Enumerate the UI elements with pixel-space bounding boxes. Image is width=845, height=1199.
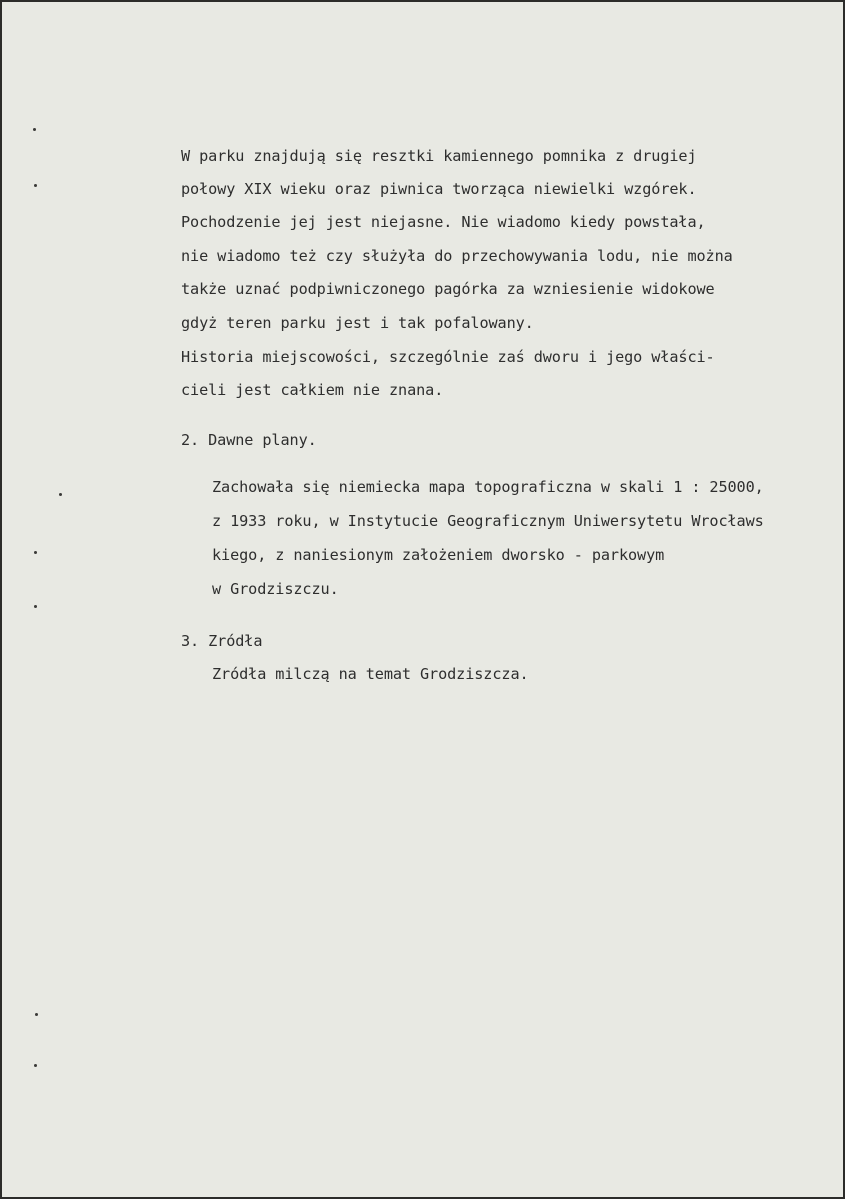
margin-mark bbox=[34, 605, 37, 608]
paragraph-line: cieli jest całkiem nie znana. bbox=[181, 381, 444, 399]
paragraph-line: w Grodziszczu. bbox=[212, 580, 339, 598]
paragraph-line: nie wiadomo też czy służyła do przechowywania lodu, nie można bbox=[181, 247, 733, 265]
paragraph-line: kiego, z naniesionym założeniem dworsko - parkowym bbox=[212, 546, 665, 564]
margin-mark bbox=[34, 551, 37, 554]
paragraph-line: połowy XIX wieku oraz piwnica tworząca niewielki wzgórek. bbox=[181, 180, 697, 198]
margin-mark bbox=[34, 1064, 37, 1067]
margin-mark bbox=[59, 493, 62, 496]
paragraph-line: Pochodzenie jej jest niejasne. Nie wiadomo kiedy powstała, bbox=[181, 213, 706, 231]
margin-mark bbox=[34, 184, 37, 187]
paragraph-line: Zródła milczą na temat Grodziszcza. bbox=[212, 665, 529, 683]
paragraph-line: także uznać podpiwniczonego pagórka za wzniesienie widokowe bbox=[181, 280, 715, 298]
paragraph-line: Historia miejscowości, szczególnie zaś dworu i jego właści- bbox=[181, 348, 715, 366]
paragraph-line: Zachowała się niemiecka mapa topograficzna w skali 1 : 25000, bbox=[212, 478, 764, 496]
section-heading: 2. Dawne plany. bbox=[181, 431, 317, 449]
margin-mark bbox=[33, 128, 36, 131]
paragraph-line: W parku znajdują się resztki kamiennego pomnika z drugiej bbox=[181, 147, 697, 165]
paragraph-line: gdyż teren parku jest i tak pofalowany. bbox=[181, 314, 534, 332]
section-heading: 3. Zródła bbox=[181, 632, 263, 650]
margin-mark bbox=[35, 1013, 38, 1016]
paragraph-line: z 1933 roku, w Instytucie Geograficznym Uniwersytetu Wrocławs bbox=[212, 512, 764, 530]
